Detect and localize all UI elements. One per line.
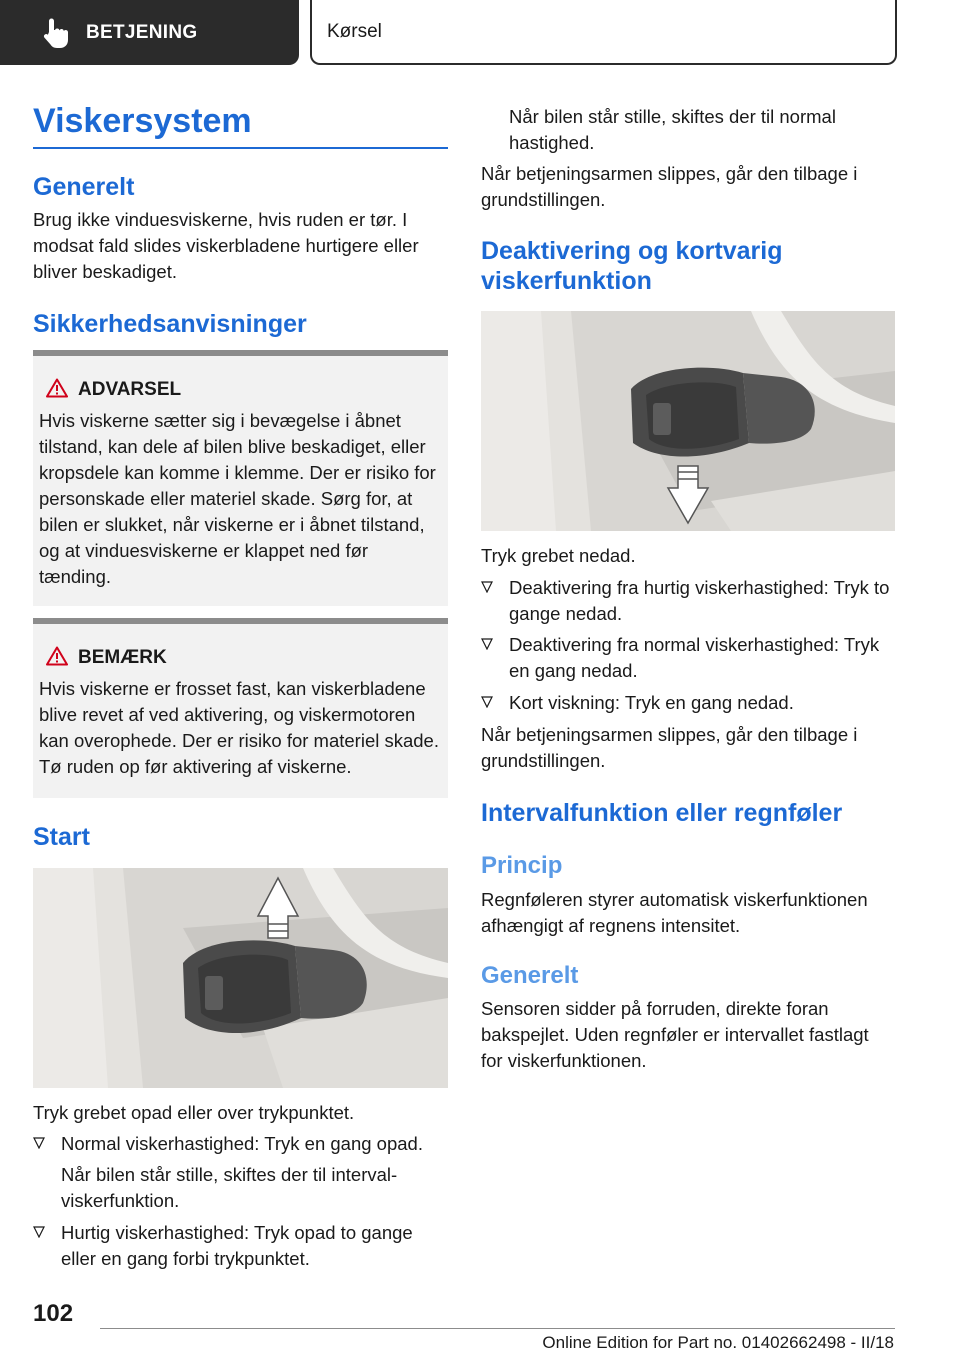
chapter-title: Kørsel xyxy=(327,20,382,42)
page-title: Viskersystem xyxy=(33,102,252,140)
bullet-triangle-icon xyxy=(481,638,493,650)
continued-text: Når bilen står stille, skiftes der til normal hastighed. xyxy=(509,106,836,153)
list-item xyxy=(481,632,895,684)
list-item-text: Deaktivering fra hurtig viskerhastighed: Tryk to gange nedad. xyxy=(509,577,890,624)
safety-heading: Sikkerhedsanvisninger xyxy=(33,310,307,338)
list-item-text: Normal viskerhastighed: Tryk en gang opad. xyxy=(61,1133,423,1154)
list-item xyxy=(33,1220,448,1272)
general-heading: Generelt xyxy=(33,173,135,201)
wiper-lever-up-photo xyxy=(33,868,448,1088)
bullet-triangle-icon xyxy=(481,696,493,708)
list-item-text: Hurtig viskerhastighed: Tryk opad to gange eller en gang forbi trykpunktet. xyxy=(61,1222,413,1269)
notice-box xyxy=(33,618,448,798)
list-item xyxy=(481,575,895,627)
warning-title: ADVARSEL xyxy=(78,379,182,400)
page-number: 102 xyxy=(33,1300,74,1327)
general-text: Brug ikke vinduesviskerne, hvis ruden er tør. I modsat fald slides viskerbladene hurtigere eller bliver beskadiget. xyxy=(33,209,419,282)
start-heading: Start xyxy=(33,823,90,851)
list-item-text: Kort viskning: Tryk en gang nedad. xyxy=(509,692,794,713)
start-text: Tryk grebet opad eller over trykpunktet. xyxy=(33,1102,355,1123)
principle-heading: Princip xyxy=(481,852,563,879)
deactivate-heading: Deaktivering og kortvarig viskerfunktion xyxy=(481,237,783,295)
interval-heading: Intervalfunktion eller regnføler xyxy=(481,799,843,827)
notice-title: BEMÆRK xyxy=(78,647,167,668)
warning-triangle-icon xyxy=(46,378,68,398)
chapter-header xyxy=(310,0,897,65)
hand-pointer-icon xyxy=(38,16,72,50)
general-heading-2: Generelt xyxy=(481,962,579,989)
list-item xyxy=(481,690,895,716)
section-tab[interactable] xyxy=(0,0,299,65)
general-text-2: Sensoren sidder på forruden, direkte foran bakspejlet. Uden regnføler er intervallet fastlagt for viskerfunktionen. xyxy=(481,998,869,1071)
notice-triangle-icon xyxy=(46,646,68,666)
list-item-subtext: Når bilen står stille, skiftes der til interval-viskerfunktion. xyxy=(61,1164,398,1211)
title-rule xyxy=(33,147,448,149)
release-text-1: Når betjeningsarmen slippes, går den tilbage i grundstillingen. xyxy=(481,163,858,210)
press-down-text: Tryk grebet nedad. xyxy=(481,545,636,566)
list-item-text: Deaktivering fra normal viskerhastighed: Tryk en gang nedad. xyxy=(509,634,880,681)
warning-text: Hvis viskerne sætter sig i bevægelse i åbnet tilstand, kan dele af bilen blive beskadiget, eller kropsdele kan komme i klemme. Der er risiko for personskade eller materiel skade. Sørg for, at bilen er slukket, når viskerne er i åbnet tilstand, og at vinduesviskerne er klappet ned før tænding. xyxy=(39,410,436,587)
wiper-lever-down-photo xyxy=(481,311,895,531)
release-text-2: Når betjeningsarmen slippes, går den tilbage i grundstillingen. xyxy=(481,724,858,771)
bullet-triangle-icon xyxy=(481,581,493,593)
edition-text: Online Edition for Part no. 01402662498 - II/18 xyxy=(542,1333,894,1352)
principle-text: Regnføleren styrer automatisk viskerfunktionen afhængigt af regnens intensitet. xyxy=(481,889,868,936)
section-tab-label: BETJENING xyxy=(86,21,198,43)
footer-rule xyxy=(100,1328,895,1329)
warning-box xyxy=(33,350,448,606)
bullet-triangle-icon xyxy=(33,1226,45,1238)
notice-text: Hvis viskerne er frosset fast, kan viskerbladene blive revet af ved aktivering, og viskermotoren kan overophede. Der er risiko for materiel skade. Tø ruden op før aktivering af viskerne. xyxy=(39,678,439,777)
bullet-triangle-icon xyxy=(33,1137,45,1149)
list-item xyxy=(33,1131,448,1157)
